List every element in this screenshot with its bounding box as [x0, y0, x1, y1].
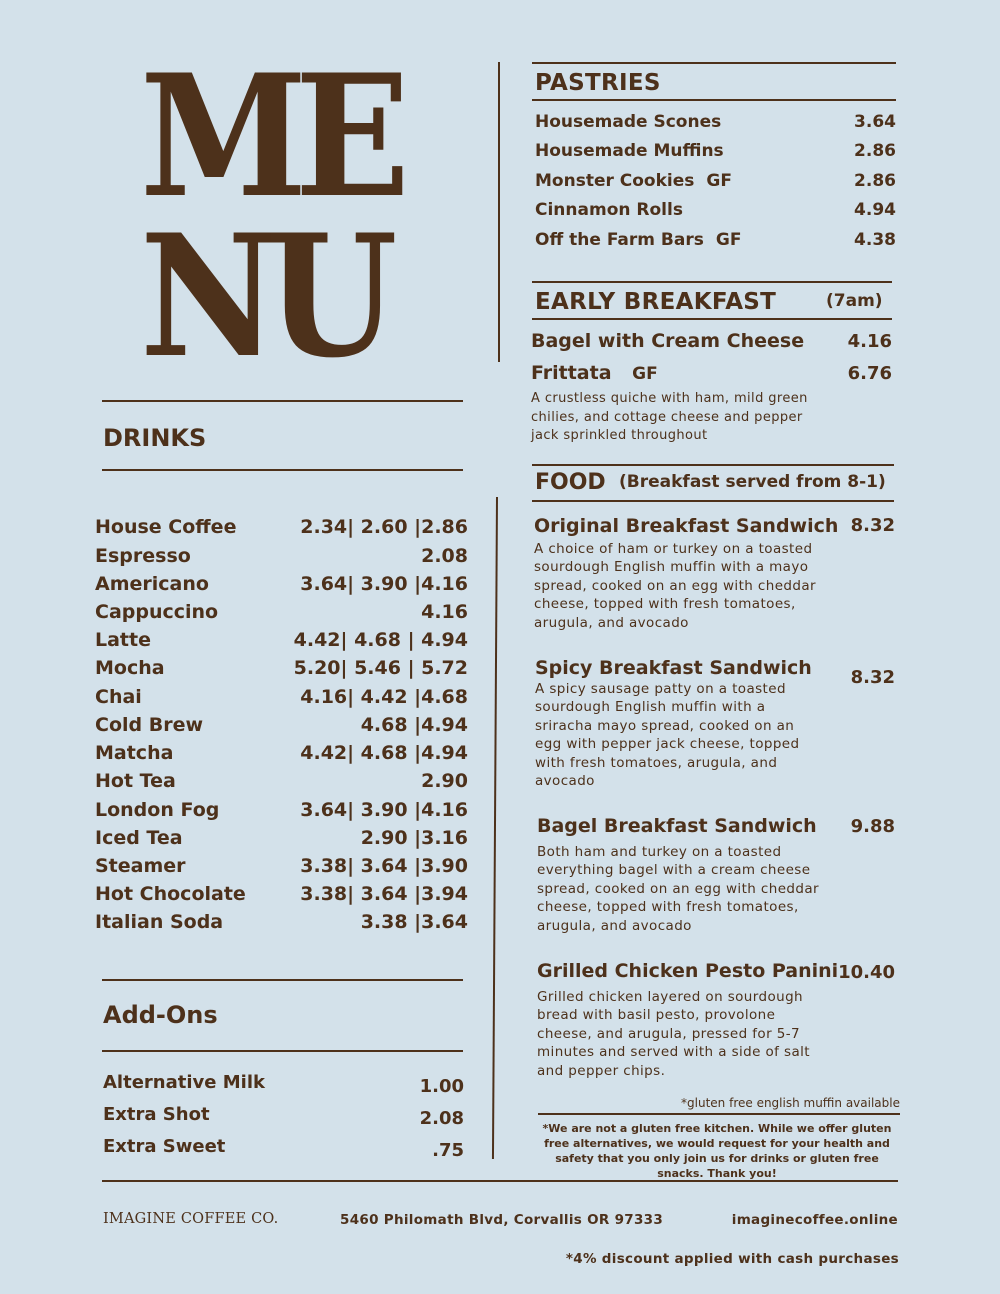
- addons-top-rule: [102, 979, 463, 981]
- addon-price: 2.08: [419, 1108, 464, 1129]
- disclaimer-rule: [538, 1113, 900, 1115]
- early-breakfast-heading: EARLY BREAKFAST: [535, 289, 777, 315]
- early-item-price: 6.76: [847, 363, 892, 384]
- gf-tag: GF: [706, 171, 732, 191]
- drink-name: House Coffee: [95, 516, 237, 538]
- drink-row: [95, 714, 468, 736]
- drink-price: 2.90: [421, 770, 468, 792]
- drink-row: [95, 545, 468, 567]
- addon-row: [103, 1104, 464, 1129]
- footer-website: imaginecoffee.online: [731, 1212, 898, 1228]
- pastry-name: Cinnamon Rolls: [535, 200, 683, 220]
- food-bottom-rule: [532, 500, 894, 502]
- pastry-price: 4.38: [854, 230, 896, 250]
- pastries-bottom-rule: [532, 99, 896, 101]
- pastry-label: [535, 112, 721, 132]
- menu-title-line-1: ME: [140, 37, 398, 235]
- drinks-top-rule: [102, 400, 463, 402]
- drink-row: [95, 799, 468, 821]
- drink-price: 2.08: [421, 545, 468, 567]
- frittata-description: A crustless quiche with ham, mild green chilies, and cottage cheese and pepper jack sprinkled throughout: [531, 391, 808, 443]
- addon-price: .75: [432, 1140, 464, 1161]
- food-item-price: 9.88: [850, 816, 895, 837]
- drinks-heading: DRINKS: [103, 424, 207, 452]
- pastry-label: [535, 200, 683, 220]
- drink-price: 5.20| 5.46 | 5.72: [293, 657, 468, 679]
- drink-row: [95, 883, 468, 905]
- lower-vertical-divider: [492, 497, 498, 1159]
- drink-name: Matcha: [95, 742, 174, 764]
- pastry-label: [535, 141, 724, 161]
- food-item-price: 8.32: [850, 667, 895, 688]
- drink-name: Espresso: [95, 545, 191, 567]
- drink-row: [95, 657, 468, 679]
- drink-row: [95, 601, 468, 623]
- drink-price: 4.42| 4.68 |4.94: [300, 742, 468, 764]
- drink-name: Cold Brew: [95, 714, 204, 736]
- drink-row: [95, 629, 468, 651]
- food-item-description: A choice of ham or turkey on a toasted sourdough English muffin with a mayo spread, cooked on an egg with cheddar cheese, topped with fresh tomatoes, arugula, and avocado: [534, 541, 816, 631]
- gf-tag: GF: [632, 364, 658, 384]
- cash-discount-note: *4% discount applied with cash purchases: [565, 1251, 899, 1267]
- drink-name: Cappuccino: [95, 601, 219, 623]
- drink-row: [95, 911, 468, 933]
- pastry-label: [535, 230, 741, 250]
- pastry-name: Housemade Scones: [535, 112, 722, 132]
- early-item-frittata: [531, 362, 892, 384]
- drink-name: Iced Tea: [95, 827, 183, 849]
- food-item-name: Bagel Breakfast Sandwich: [537, 815, 817, 837]
- addon-row: [103, 1136, 464, 1161]
- drink-row: [95, 742, 468, 764]
- drink-price: 4.16| 4.42 |4.68: [300, 686, 468, 708]
- drink-row: [95, 686, 468, 708]
- pastry-price: 2.86: [854, 171, 896, 191]
- food-item-description: A spicy sausage patty on a toasted sourdough English muffin with a sriracha mayo spread, cooked on an egg with pepper jack cheese, topped with fresh tomatoes, arugula, and avocado: [535, 681, 800, 790]
- addon-price: 1.00: [419, 1076, 464, 1097]
- pastries-top-rule: [532, 62, 896, 64]
- pastry-row: [535, 230, 896, 250]
- food-item-description: Both ham and turkey on a toasted everything bagel with a cream cheese spread, cooked on an egg with cheddar cheese, topped with fresh tomatoes, arugula, and avocado: [537, 844, 819, 934]
- pastry-row: [535, 171, 896, 191]
- drink-price: 4.42| 4.68 | 4.94: [293, 629, 468, 651]
- drink-price: 2.34| 2.60 |2.86: [300, 516, 468, 538]
- menu-title-line-2: NU: [140, 197, 385, 395]
- footer-brand: IMAGINE COFFEE CO.: [103, 1211, 279, 1227]
- addons-bottom-rule: [102, 1050, 463, 1052]
- early-breakfast-bottom-rule: [532, 318, 892, 320]
- top-vertical-divider: [498, 62, 500, 362]
- early-item-price: 4.16: [847, 331, 892, 352]
- food-item-description: Grilled chicken layered on sourdough bread with basil pesto, provolone cheese, and arugula, pressed for 5-7 minutes and served with a side of salt and pepper chips.: [537, 989, 810, 1079]
- pastry-row: [535, 112, 896, 132]
- pastry-row: [535, 200, 896, 220]
- drink-price: 4.16: [421, 601, 468, 623]
- food-top-rule: [532, 464, 894, 466]
- food-item-price: 10.40: [838, 962, 895, 983]
- early-breakfast-top-rule: [532, 281, 892, 283]
- addons-heading: Add-Ons: [103, 1001, 218, 1029]
- pastry-name: Off the Farm Bars: [535, 230, 704, 250]
- early-item-name: Frittata: [531, 362, 612, 384]
- drink-name: Hot Tea: [95, 770, 176, 792]
- pastry-name: Monster Cookies: [535, 171, 695, 191]
- drink-row: [95, 770, 468, 792]
- pastry-price: 3.64: [854, 112, 896, 132]
- food-item-price: 8.32: [850, 515, 895, 536]
- food-heading: FOOD: [535, 470, 606, 495]
- early-item-bagel: [531, 330, 892, 352]
- drinks-bottom-rule: [102, 469, 463, 471]
- footer-address: 5460 Philomath Blvd, Corvallis OR 97333: [340, 1212, 664, 1228]
- gf-tag: GF: [715, 230, 742, 250]
- food-item-name: Original Breakfast Sandwich: [534, 515, 839, 537]
- food-item-name: Grilled Chicken Pesto Panini: [537, 960, 839, 982]
- food-subheading: (Breakfast served from 8-1): [619, 472, 886, 492]
- gluten-disclaimer: *We are not a gluten free kitchen. While we offer gluten free alternatives, we would request for your health and safety that you only join us for drinks or gluten free snacks. Thank you!: [542, 1122, 892, 1180]
- drink-row: [95, 573, 468, 595]
- drink-price: 3.38| 3.64 |3.94: [300, 883, 468, 905]
- pastry-price: 2.86: [854, 141, 896, 161]
- drink-name: Chai: [95, 686, 142, 708]
- drink-name: Italian Soda: [95, 911, 224, 933]
- pastries-heading: PASTRIES: [535, 70, 661, 96]
- food-item-name: Spicy Breakfast Sandwich: [535, 657, 812, 679]
- pastry-name: Housemade Muffins: [535, 141, 724, 161]
- addon-name: Extra Shot: [103, 1104, 210, 1125]
- drink-name: Steamer: [95, 855, 186, 877]
- pastry-price: 4.94: [854, 200, 896, 220]
- early-breakfast-time: (7am): [826, 291, 883, 311]
- drink-price: 3.64| 3.90 |4.16: [300, 799, 468, 821]
- drink-price: 4.68 |4.94: [360, 714, 468, 736]
- footer-rule: [102, 1180, 898, 1182]
- drink-row: [95, 516, 468, 538]
- early-item-name: Bagel with Cream Cheese: [531, 330, 805, 352]
- pastry-row: [535, 141, 896, 161]
- drink-price: 3.38| 3.64 |3.90: [300, 855, 468, 877]
- drink-name: London Fog: [95, 799, 220, 821]
- drink-price: 2.90 |3.16: [360, 827, 468, 849]
- addon-name: Alternative Milk: [103, 1072, 265, 1093]
- drink-name: Hot Chocolate: [95, 883, 246, 905]
- drink-price: 3.38 |3.64: [360, 911, 468, 933]
- pastry-label: [535, 171, 732, 191]
- drink-name: Americano: [95, 573, 209, 595]
- addon-row: [103, 1072, 464, 1097]
- gf-muffin-note: *gluten free english muffin available: [681, 1096, 900, 1110]
- drink-name: Mocha: [95, 657, 165, 679]
- drink-row: [95, 855, 468, 877]
- drink-name: Latte: [95, 629, 151, 651]
- drink-price: 3.64| 3.90 |4.16: [300, 573, 468, 595]
- addon-name: Extra Sweet: [103, 1136, 226, 1157]
- drink-row: [95, 827, 468, 849]
